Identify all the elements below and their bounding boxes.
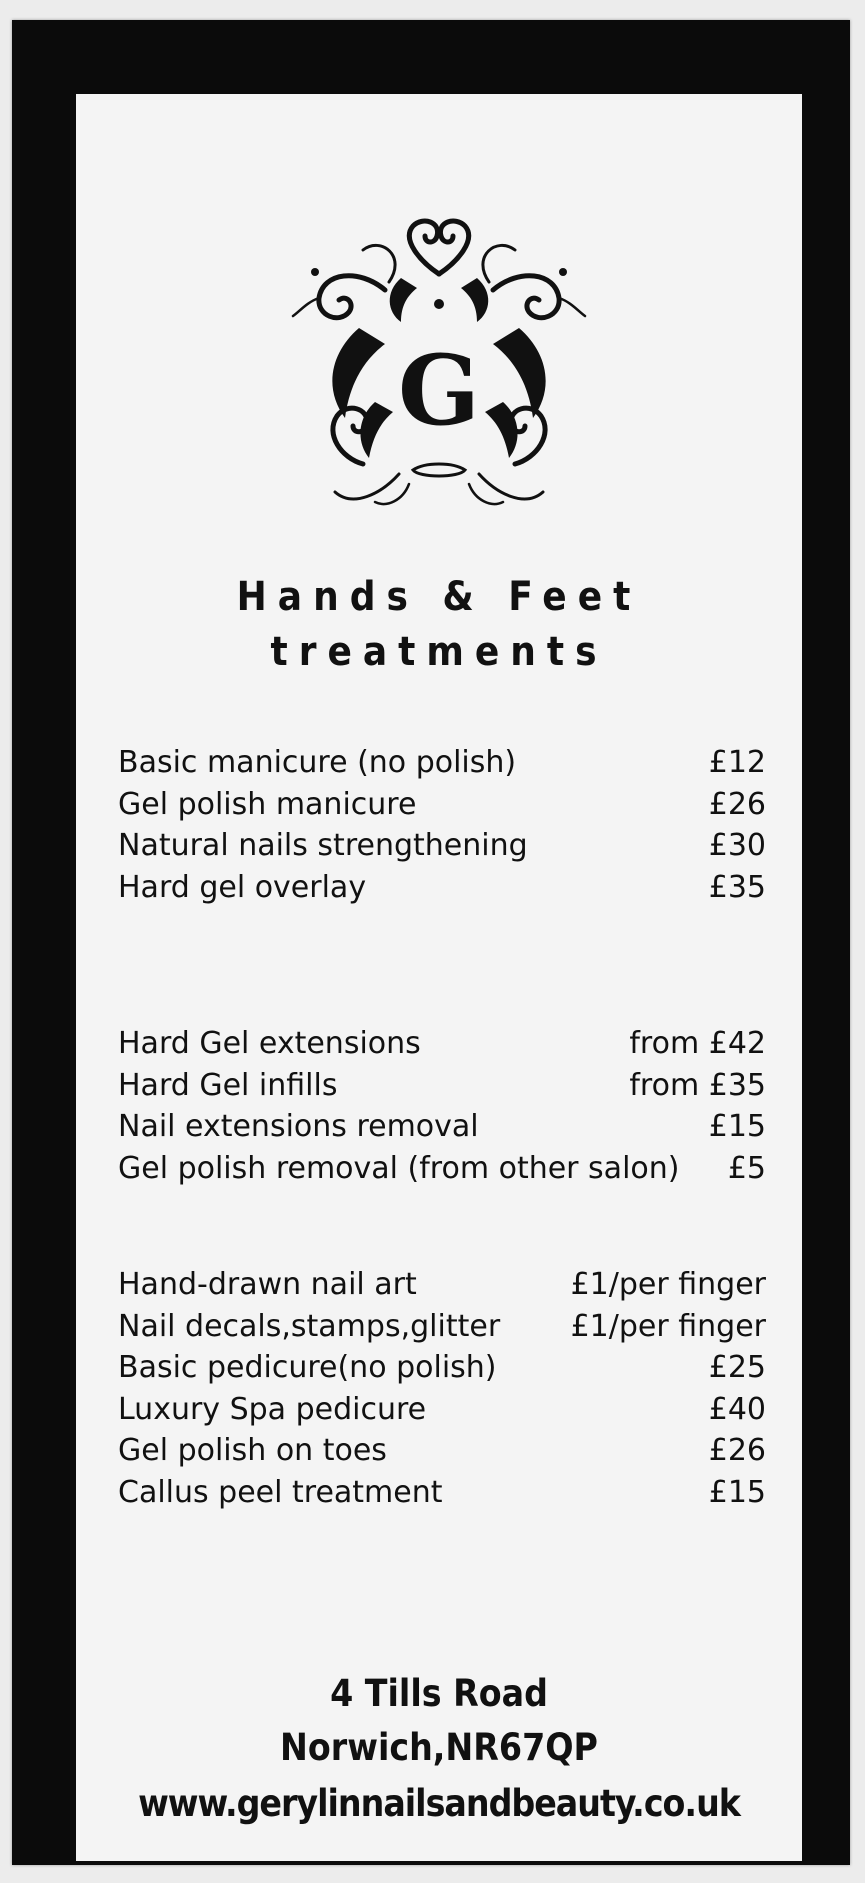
treatment-price: from £35 <box>629 1067 766 1103</box>
treatment-price: £40 <box>708 1391 766 1427</box>
treatment-price: £30 <box>708 828 766 863</box>
title-line-2: treatments <box>270 629 608 675</box>
treatment-name: Basic pedicure(no polish) <box>118 1350 497 1385</box>
card-frame <box>12 20 850 1865</box>
list-item <box>118 1106 766 1148</box>
list-item <box>118 1023 766 1065</box>
logo-letter: G <box>398 334 480 447</box>
treatment-name: Nail decals,stamps,glitter <box>118 1308 501 1344</box>
list-item <box>118 1472 766 1514</box>
list-item <box>118 1148 766 1190</box>
price-group-2 <box>118 1023 766 1189</box>
list-item <box>118 1347 766 1389</box>
list-item <box>118 1430 766 1472</box>
address-line-2: Norwich,NR67QP <box>280 1726 598 1769</box>
treatment-price: £1/per finger <box>570 1308 766 1344</box>
treatment-price: from £42 <box>629 1026 766 1061</box>
treatment-name: Gel polish manicure <box>118 786 417 822</box>
list-item <box>118 742 766 784</box>
treatment-name: Hand-drawn nail art <box>118 1267 417 1302</box>
treatment-name: Hard Gel extensions <box>118 1026 421 1061</box>
treatment-price: £12 <box>708 745 766 780</box>
treatment-name: Basic manicure (no polish) <box>118 745 517 780</box>
treatment-price: £15 <box>708 1109 766 1144</box>
list-item <box>118 867 766 909</box>
treatment-name: Nail extensions removal <box>118 1109 479 1144</box>
treatment-name: Gel polish removal (from other salon) <box>118 1150 680 1186</box>
ornamental-monogram-icon <box>289 212 589 512</box>
treatment-price: £26 <box>708 1433 766 1468</box>
treatment-price: £5 <box>727 1150 766 1186</box>
treatment-price: £35 <box>708 869 766 905</box>
price-group-1 <box>118 742 766 908</box>
list-item <box>118 1306 766 1348</box>
price-group-3 <box>118 1264 766 1513</box>
list-item <box>118 1264 766 1306</box>
website-link[interactable]: www.gerylinnailsandbeauty.co.uk <box>138 1782 740 1825</box>
treatment-name: Hard gel overlay <box>118 869 367 905</box>
treatment-name: Callus peel treatment <box>118 1474 443 1510</box>
treatment-price: £26 <box>708 786 766 822</box>
treatment-name: Hard Gel infills <box>118 1067 338 1103</box>
price-list-card <box>76 94 802 1861</box>
treatment-name: Natural nails strengthening <box>118 828 528 863</box>
list-item <box>118 1065 766 1107</box>
treatment-name: Gel polish on toes <box>118 1433 387 1468</box>
list-item <box>118 825 766 867</box>
title-line-1: Hands & Feet <box>236 574 642 620</box>
address-line-1: 4 Tills Road <box>330 1672 548 1715</box>
list-item <box>118 1389 766 1431</box>
treatment-name: Luxury Spa pedicure <box>118 1391 427 1427</box>
treatment-price: £1/per finger <box>570 1267 766 1302</box>
treatment-price: £15 <box>708 1474 766 1510</box>
list-item <box>118 784 766 826</box>
treatment-price: £25 <box>708 1350 766 1385</box>
